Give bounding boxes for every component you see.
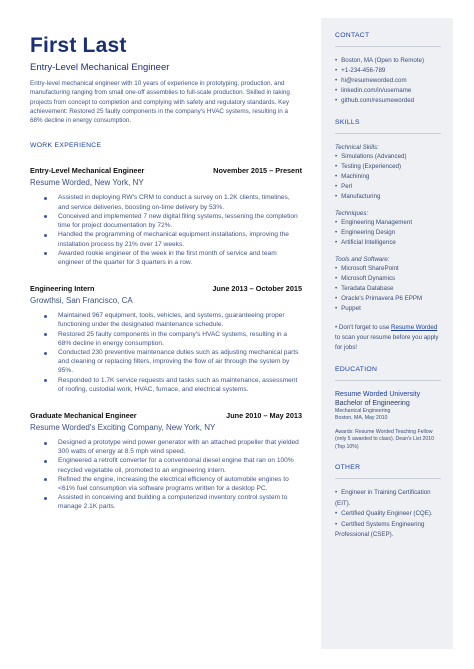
- skill-list: [335, 264, 441, 314]
- contact-phone[interactable]: • +1-234-456-789: [335, 66, 441, 76]
- skill-item: • Teradata Database: [335, 284, 441, 294]
- other-item: • Engineer in Training Certification (EIT).: [335, 488, 441, 509]
- skills-heading: SKILLS: [335, 119, 360, 126]
- other-list: [335, 488, 441, 541]
- job-date: November 2015 – Present: [213, 166, 302, 176]
- job-bullets: [30, 311, 302, 394]
- resume-worded-note: • Don't forget to use Resume Worded to scan your resume before you apply for jobs!: [335, 324, 439, 351]
- skill-list: [335, 218, 441, 248]
- contact-email[interactable]: • hi@resumeworded.com: [335, 76, 441, 86]
- skill-item: • Artificial Intelligence: [335, 238, 441, 248]
- work-experience-list: [30, 166, 302, 511]
- resume-worded-link[interactable]: Resume Worded: [390, 324, 438, 331]
- contact-list: [335, 56, 441, 106]
- skill-item: • Manufacturing: [335, 192, 441, 202]
- job-bullets: [30, 438, 302, 512]
- sidebar: [321, 18, 453, 649]
- other-item: • Certified Quality Engineer (CQE).: [335, 509, 441, 520]
- other-heading: OTHER: [335, 464, 361, 472]
- job-bullet: Assisted in conceiving and building a computerized inventory control system to manage 2.1K parts.: [30, 493, 302, 511]
- job-bullet: Assisted in deploying RW's CRM to conduct a survey on 1.2K clients, timelines, and service deliveries, boosting on-time delivery by 53%.: [30, 193, 302, 211]
- contact-github[interactable]: • github.com/resumeworded: [335, 96, 441, 106]
- job-entry: [30, 411, 302, 512]
- contact-location: • Boston, MA (Open to Remote): [335, 56, 441, 66]
- skill-category-label: Tools and Software:: [335, 256, 390, 263]
- education-major: Mechanical Engineering: [335, 408, 391, 414]
- main-column: [30, 34, 302, 512]
- skill-item: • Microsoft SharePoint: [335, 264, 441, 274]
- job-bullet: Maintained 967 equipment, tools, vehicles, and systems, guaranteeing proper functioning under the designated maintenance schedule.: [30, 311, 302, 329]
- job-bullet: Designed a prototype wind power generator with an attached propeller that yielded 300 watts of energy at 8.5 mph wind speed.: [30, 438, 302, 456]
- job-company: Growthsi, San Francisco, CA: [30, 296, 133, 306]
- contact-heading: CONTACT: [335, 32, 370, 39]
- skill-item: • Perl: [335, 182, 441, 192]
- skill-item: • Microsoft Dynamics: [335, 274, 441, 284]
- skill-item: • Engineering Design: [335, 228, 441, 238]
- skills-groups: [335, 143, 441, 314]
- education-heading: EDUCATION: [335, 366, 378, 373]
- summary-paragraph: Entry-level mechanical engineer with 10 years of experience in prototyping, production, and manufacturing ranging from small one-off assemblies to full-scale production. Skilled in taking projects from concept to completion and complying with safety and regulatory standards. Key achievement: Restored 25 faulty components in the company's HVAC systems, resulting in a 68% decline in energy consumption.: [30, 80, 290, 125]
- job-title: Entry-Level Mechanical Engineer: [30, 166, 145, 176]
- section-divider: [335, 46, 441, 47]
- skill-item: • Testing (Experienced): [335, 162, 441, 172]
- job-bullet: Conducted 230 preventive maintenance duties such as adjusting mechanical parts and cleaning or replacing filters, improving the flow of air through the system by 95%.: [30, 348, 302, 376]
- education-school: Resume Worded University: [335, 391, 421, 398]
- job-company: Resume Worded's Exciting Company, New York, NY: [30, 422, 216, 432]
- skill-list: [335, 152, 441, 202]
- job-company: Resume Worded, New York, NY: [30, 178, 144, 188]
- job-title: Graduate Mechanical Engineer: [30, 410, 137, 420]
- skill-item: • Simulations (Advanced): [335, 152, 441, 162]
- job-bullet: Handled the programming of mechanical equipment installations, improving the installation process by 21% over 17 weeks.: [30, 230, 302, 248]
- skill-category-label: Technical Skills:: [335, 144, 379, 151]
- work-experience-heading: WORK EXPERIENCE: [30, 142, 102, 150]
- note-text-pre: Don't forget to use: [338, 324, 391, 331]
- skill-item: • Oracle's Primavera P6 EPPM: [335, 294, 441, 304]
- skill-category-label: Techniques:: [335, 210, 369, 217]
- education-awards: Awards: Resume Worded Teaching Fellow (only 5 awarded to class), Dean's List 2010 (Top 10%): [335, 428, 435, 450]
- skill-item: • Puppet: [335, 304, 441, 314]
- education-location-date: Boston, MA, May 2010: [335, 415, 388, 422]
- section-divider: [335, 133, 441, 134]
- job-bullet: Restored 25 faulty components in the company's HVAC systems, resulting in a 68% decline in energy consumption.: [30, 330, 302, 348]
- job-date: June 2013 – October 2015: [212, 284, 302, 294]
- job-bullets: [30, 193, 302, 267]
- job-bullet: Refined the engine, increasing the electrical efficiency of automobile engines to <61% fuel consumption via software programs written for a desktop PC.: [30, 475, 302, 493]
- section-divider: [335, 380, 441, 381]
- job-date: June 2010 – May 2013: [226, 410, 302, 420]
- note-text-post: to scan your resume before you apply for jobs!: [335, 334, 439, 351]
- job-bullet: Awarded rookie engineer of the week in the first month of service and team engineer of the quarter for 3 quarters in a row.: [30, 249, 302, 267]
- section-divider: [335, 478, 441, 479]
- job-bullet: Engineered a retrofit converter for a conventional diesel engine that ran on 100% recycled vegetable oil, promoted to an engineering intern.: [30, 456, 302, 474]
- job-entry: [30, 166, 302, 267]
- candidate-headline: Entry-Level Mechanical Engineer: [30, 62, 170, 73]
- education-degree: Bachelor of Engineering: [335, 400, 410, 407]
- job-entry: [30, 284, 302, 394]
- job-bullet: Responded to 1.7K service requests and tasks such as maintenance, assessment of roofing, custodial work, HVAC, furnace, and electrical systems.: [30, 376, 302, 394]
- other-item: • Certified Systems Engineering Professional (CSEP).: [335, 520, 441, 541]
- skill-item: • Engineering Management: [335, 218, 441, 228]
- candidate-name: First Last: [30, 34, 127, 57]
- job-title: Engineering Intern: [30, 284, 95, 294]
- skill-item: • Machining: [335, 172, 441, 182]
- contact-linkedin[interactable]: • linkedin.com/in/username: [335, 86, 441, 96]
- job-bullet: Conceived and implemented 7 new digital filing systems, lessening the completion time for project documentation by 72%.: [30, 212, 302, 230]
